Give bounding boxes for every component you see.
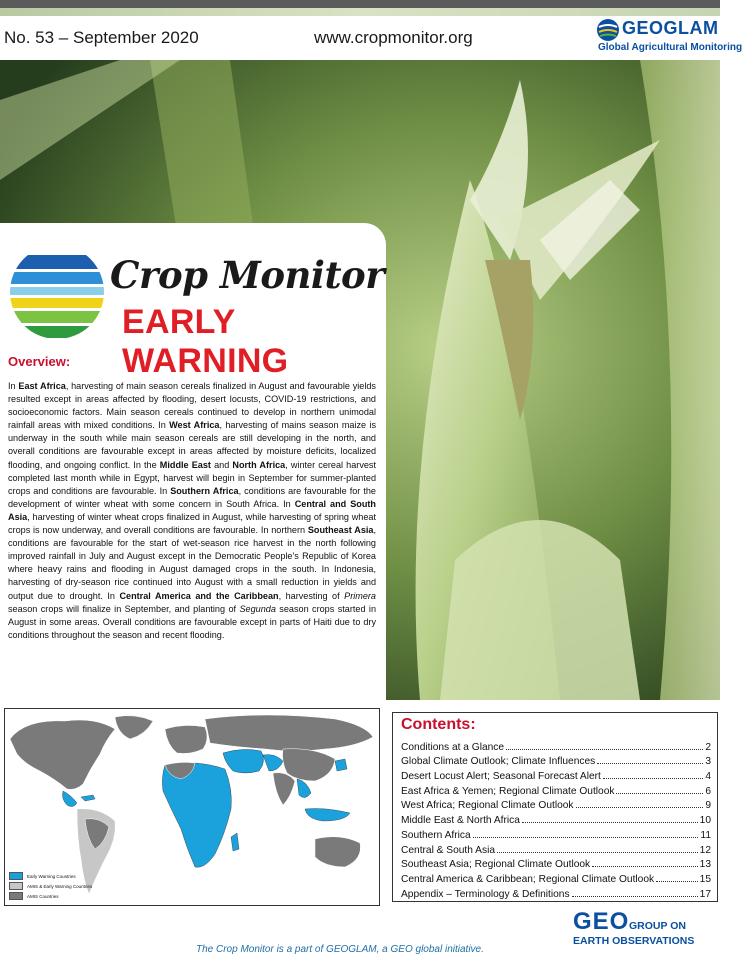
contents-heading: Contents:: [401, 716, 476, 733]
geoglam-subtitle: Global Agricultural Monitoring: [598, 42, 742, 53]
region-name: East Africa: [18, 381, 66, 391]
toc-item[interactable]: Appendix – Terminology & Definitions 17: [401, 888, 711, 900]
title-panel: [0, 223, 386, 758]
region-name: Southeast Asia: [307, 525, 374, 536]
toc-item[interactable]: Conditions at a Glance 2: [401, 741, 711, 753]
website-link[interactable]: www.cropmonitor.org: [314, 28, 473, 47]
footer-note: The Crop Monitor is a part of GEOGLAM, a GEO global initiative.: [196, 944, 484, 955]
region-name: Southern Africa: [170, 485, 239, 496]
table-of-contents: [392, 712, 718, 902]
toc-item[interactable]: Desert Locust Alert; Seasonal Forecast Alert 4: [401, 771, 711, 783]
legend-item: AMIS Countries: [9, 891, 92, 901]
toc-item[interactable]: Global Climate Outlook; Climate Influences 3: [401, 756, 711, 768]
region-name: North Africa: [232, 459, 286, 470]
geoglam-logo: [596, 18, 742, 58]
map-legend: [9, 871, 92, 901]
geo-line-2: EARTH OBSERVATIONS: [573, 935, 695, 947]
report-title: Crop Monitor: [110, 253, 385, 297]
legend-item: AMIS & Early Warning Countries: [9, 881, 92, 891]
region-name: Middle East: [159, 459, 211, 470]
header: [0, 16, 742, 60]
geoglam-name: GEOGLAM: [622, 18, 719, 38]
top-border: [0, 0, 720, 8]
geo-line-1: GROUP ON: [629, 920, 686, 932]
overview-text: In East Africa, harvesting of main season cereals finalized in August and favourable yields resulted except in areas affected by flooding, desert locusts, COVID-19 restrictions, and socioeconomic factors. Main season cereals continued to develop in northern unimodal rainfall areas with mixed conditions. In West Africa, harvesting of mains season maize is underway in the south while main season cereals are still developing in the north, and overall conditions are favourable except in areas affected by moisture deficits, localized flooding, and ongoing conflict. In the Middle East and North Africa, winter cereal harvest completed last month while in Egypt, harvest will begin in September for summer-planted crops and conditions are favourable. In Southern Africa, conditions are favourable for the development of winter wheat with some concern in South Africa. In Central and South Asia, harvesting of winter wheat crops finalized in August, while harvesting of spring wheat crops is now underway, and overall conditions are favourable. In northern Southeast Asia, conditions are favourable for the start of wet-season rice harvest in the north following improved rainfall in July and August except in the Democratic People's Republic of Korea where heavy rains and flooding in August damaged crops in the south. In Indonesia, harvesting of dry-season rice continued into August with a small reduction in yields and output due to drought. In Central America and the Caribbean, harvesting of Primera season crops will finalize in September, and planting of Segunda season crops started in August in some areas. Overall conditions are favourable except in parts of Haiti due to dry conditions throughout the season and recent flooding.: [8, 381, 377, 640]
contents-list: [401, 738, 711, 900]
top-photo-strip: [0, 8, 720, 16]
toc-item[interactable]: East Africa & Yemen; Regional Climate Outlook 6: [401, 785, 711, 797]
region-name: Central America and the Caribbean: [119, 590, 279, 601]
geo-name: GEO: [573, 908, 630, 935]
report-subtitle: EARLY WARNING: [122, 303, 289, 380]
legend-item: Early Warning Countries: [9, 871, 92, 881]
issue-number: No. 53 – September 2020: [4, 28, 199, 47]
region-name: West Africa: [169, 420, 220, 431]
toc-item[interactable]: West Africa; Regional Climate Outlook 9: [401, 800, 711, 812]
geo-logo: [573, 908, 713, 954]
region-name: Central and South Asia: [8, 498, 376, 522]
geoglam-globe-icon: [596, 18, 620, 42]
toc-item[interactable]: Middle East & North Africa 10: [401, 815, 711, 827]
toc-item[interactable]: Central & South Asia 12: [401, 844, 711, 856]
toc-item[interactable]: Southern Africa 11: [401, 829, 711, 841]
crop-monitor-logo-icon: [8, 243, 106, 341]
crop-monitor-countries-map: [4, 708, 380, 906]
toc-item[interactable]: Central America & Caribbean; Regional Climate Outlook 15: [401, 873, 711, 885]
cover-photo: [0, 60, 720, 700]
toc-item[interactable]: Southeast Asia; Regional Climate Outlook 13: [401, 859, 711, 871]
overview-heading: Overview:: [8, 354, 71, 369]
